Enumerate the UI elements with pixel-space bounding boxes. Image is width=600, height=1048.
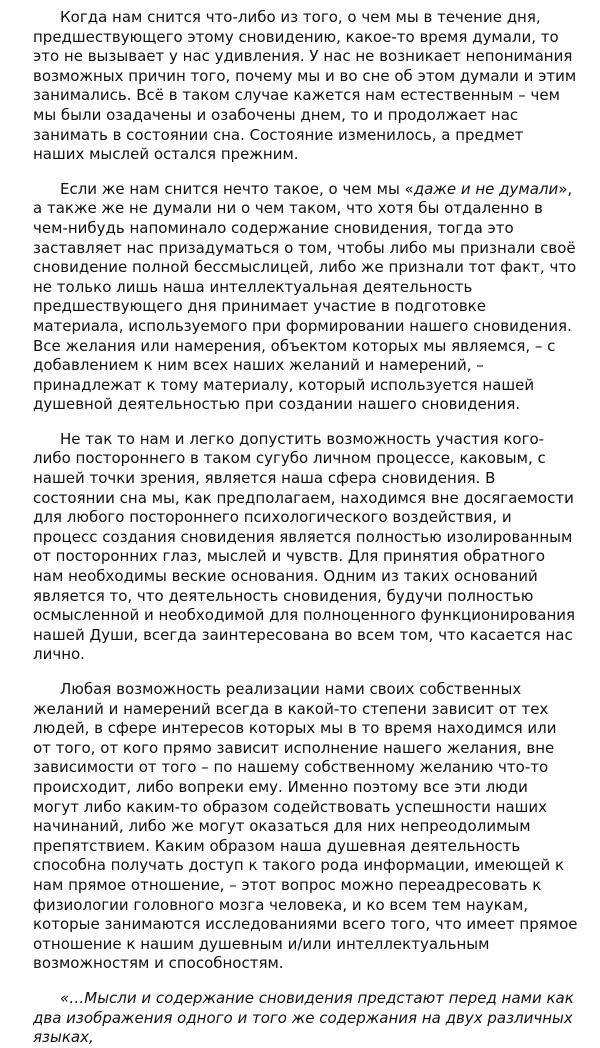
- quote-paragraph: «…Мысли и содержание сновидения предстают перед нами как два изображения одного и того же содержания на двух различных языках,: [33, 988, 574, 1047]
- paragraph-3: Не так то нам и легко допустить возможность участия кого-либо постороннего в таком сугубо личном процессе, каковым, с нашей точки зрения, является наша сфера сновидения. В состоянии сна мы, как предполагаем, находимся вне досягаемости для любого постороннего психологического воздействия, и процесс создания сновидения является полностью изолированным от посторонних глаз, мыслей и чувств. Для принятия обратного нам необходимы веские основания. Одним из таких оснований является то, что деятельность сновидения, будучи полностью осмысленной и необходимой для полноценного функционирования нашей Души, всегда заинтересована во всем том, что касается нас лично.: [33, 429, 576, 664]
- paragraph-2: [33, 180, 578, 415]
- paragraph-2-before: Если же нам снится нечто такое, о чем мы «: [60, 179, 414, 198]
- paragraph-4: Любая возможность реализации нами своих собственных желаний и намерений всегда в какой-то степени зависит от тех людей, в сфере интересов которых мы в то время находимся или от того, от кого прямо зависит исполнение нашего желания, вне зависимости от того – по нашему собственному желанию что-то происходит, либо вопреки ему. Именно поэтому все эти люди могут либо каким-то образом содействовать успешности наших начинаний, либо же могут оказаться для них непреодолимым препятствием. Каким образом наша душевная деятельность способна получать доступ к такого рода информации, имеющей к нам прямое отношение, – этот вопрос можно переадресовать к физиологии головного мозга человека, и ко всем тем наукам, которые занимаются исследованиями всего того, что имеет прямое отношение к нашим душевным и/или интеллектуальным возможностям и способностям.: [33, 680, 578, 973]
- paragraph-2-emphasis: даже и не думали: [413, 179, 559, 198]
- paragraph-2-after: », а также же не думали ни о чем таком, что хотя бы отдаленно в чем-нибудь напоминало содержание сновидения, тогда это заставляет нас призадуматься о том, чтобы либо мы признали своё сновидение полной бессмыслицей, либо же признали тот факт, что не только лишь наша интеллектуальная деятельность предшествующего дня принимает участие в подготовке материала, используемого при формировании нашего сновидения. Все желания или намерения, объектом которых мы являемся, – с добавлением к ним всех наших желаний и намерений, – принадлежат к тому материалу, который используется нашей душевной деятельностью при создании нашего сновидения.: [33, 179, 577, 414]
- paragraph-1: Когда нам снится что-либо из того, о чем мы в течение дня, предшествующего этому сновидению, какое-то время думали, то это не вызывает у нас удивления. У нас не возникает непонимания возможных причин того, почему мы и во сне об этом думали и этим занимались. Всё в таком случае кажется нам естественным – чем мы были озадачены и озабочены днем, то и продолжает нас занимать в состоянии сна. Состояние изменилось, а предмет наших мыслей остался прежним.: [33, 8, 577, 164]
